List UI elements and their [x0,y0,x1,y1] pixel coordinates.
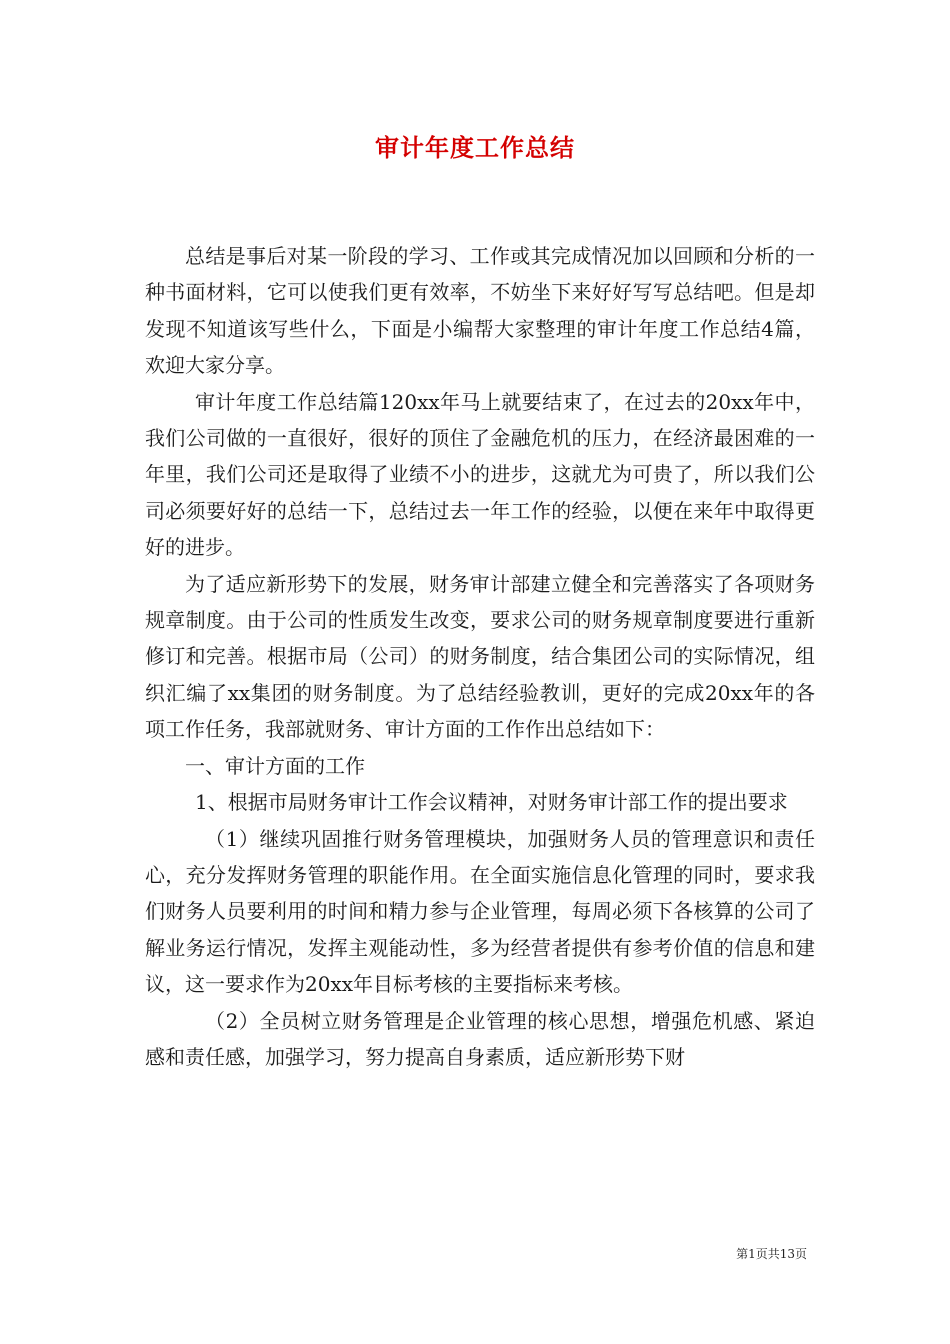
section-heading-audit: 一、审计方面的工作 [185,753,365,778]
paragraph-finance-rules: 为了适应新形势下的发展，财务审计部建立健全和完善落实了各项财务规章制度。由于公司的性质发生改变，要求公司的财务规章制度要进行重新修订和完善。根据市局（公司）的财务制度，结合集团公司的实际情况，组织汇编了xx集团的财务制度。为了总结经验教训，更好的完成20xx年的各项工作任务，我部就财务、审计方面的工作作出总结如下： [145,571,815,742]
document-body [145,238,815,1075]
document-title: 审计年度工作总结 [375,133,575,162]
paragraph-intro: 总结是事后对某一阶段的学习、工作或其完成情况加以回顾和分析的一种书面材料，它可以使我们更有效率，不妨坐下来好好写写总结吧。但是却发现不知道该写些什么，下面是小编帮大家整理的审计年度工作总结4篇，欢迎大家分享。 [145,244,815,378]
paragraph-subitem-1: （1）继续巩固推行财务管理模块，加强财务人员的管理意识和责任心，充分发挥财务管理的职能作用。在全面实施信息化管理的同时，要求我们财务人员要利用的时间和精力参与企业管理，每周必须下各核算的公司了解业务运行情况，发挥主观能动性，多为经营者提供有参考价值的信息和建议，这一要求作为20xx年目标考核的主要指标来考核。 [145,826,815,997]
paragraph-item-1: 1、根据市局财务审计工作会议精神，对财务审计部工作的提出要求 [195,790,788,815]
page-number: 第1页共13页 [736,1247,807,1261]
paragraph-article-one: 审计年度工作总结篇120xx年马上就要结束了，在过去的20xx年中，我们公司做的一直很好，很好的顶住了金融危机的压力，在经济最困难的一年里，我们公司还是取得了业绩不小的进步，这就尤为可贵了，所以我们公司必须要好好的总结一下，总结过去一年工作的经验，以便在来年中取得更好的进步。 [145,389,815,560]
paragraph-subitem-2: （2）全员树立财务管理是企业管理的核心思想，增强危机感、紧迫感和责任感，加强学习，努力提高自身素质，适应新形势下财 [145,1008,815,1069]
